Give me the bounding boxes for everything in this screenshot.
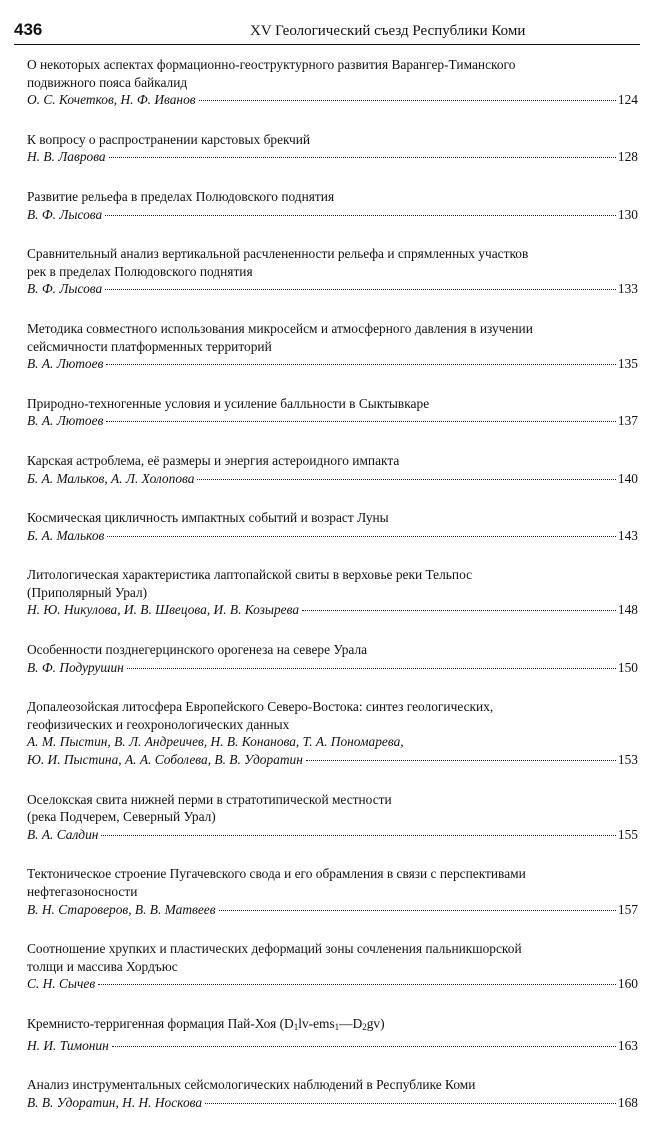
author-line [27, 470, 638, 488]
entry-title: Допалеозойская литосфера Европейского Северо-Востока: синтез геологических, [27, 699, 494, 715]
entry-page: 143 [617, 527, 638, 543]
entry-page: 168 [617, 1094, 638, 1110]
author-line [27, 355, 638, 373]
entry-title: Тектоническое строение Пугачевского свода и его обрамления в связи с перспективами [27, 866, 526, 882]
author-line [27, 1037, 638, 1055]
dot-leader [306, 760, 616, 761]
entry-title: сейсмичности платформенных территорий [27, 338, 272, 354]
toc-entry[interactable] [27, 698, 638, 768]
toc-entry[interactable] [27, 791, 638, 844]
toc-entry[interactable] [27, 509, 638, 544]
entry-page: 157 [617, 901, 638, 917]
entry-authors: А. М. Пыстин, В. Л. Андреичев, Н. В. Конанова, Т. А. Пономарева, [27, 734, 404, 750]
dot-leader [112, 1046, 616, 1047]
entry-authors: В. А. Лютоев [27, 413, 104, 429]
page-number: 436 [14, 20, 43, 39]
entry-title: подвижного пояса байкалид [27, 74, 188, 90]
toc-entry[interactable] [27, 1076, 638, 1111]
author-line [27, 412, 638, 430]
author-line [27, 148, 638, 166]
toc-entry[interactable] [27, 641, 638, 676]
entry-authors: В. А. Лютоев [27, 356, 104, 372]
entry-authors: Б. А. Мальков, А. Л. Холопова [27, 470, 195, 486]
entry-title: геофизических и геохронологических данных [27, 716, 290, 732]
entry-authors: Ю. И. Пыстина, А. А. Соболева, В. В. Удоратин [27, 752, 303, 768]
entry-page: 160 [617, 976, 638, 992]
dot-leader [101, 835, 615, 836]
entry-page: 137 [617, 413, 638, 429]
entry-authors: В. Ф. Лысова [27, 206, 103, 222]
entry-authors: В. Н. Староверов, В. В. Матвеев [27, 901, 216, 917]
toc-entry[interactable] [27, 188, 638, 223]
toc-entry[interactable] [27, 320, 638, 373]
entry-page: 140 [617, 470, 638, 486]
author-line [27, 751, 638, 769]
entry-title: (река Подчерем, Северный Урал) [27, 809, 216, 825]
entry-title: Соотношение хрупких и пластических деформаций зоны сочленения пальникшорской [27, 941, 522, 957]
dot-leader [302, 610, 616, 611]
dot-leader [109, 157, 616, 158]
entry-title: Оселокская свита нижней перми в стратотипической местности [27, 791, 392, 807]
author-line [27, 206, 638, 224]
entry-title: Методика совместного использования микросейсм и атмосферного давления в изучении [27, 320, 533, 336]
toc-entry[interactable] [27, 566, 638, 619]
running-title: XV Геологический съезд Республики Коми [250, 23, 526, 39]
dot-leader [197, 479, 615, 480]
author-line [27, 901, 638, 919]
entry-authors: В. Ф. Лысова [27, 281, 103, 297]
entry-page: 128 [617, 149, 638, 165]
author-line [27, 601, 638, 619]
entry-authors: Б. А. Мальков [27, 527, 105, 543]
entry-authors: Н. В. Лаврова [27, 149, 106, 165]
entry-title: Развитие рельефа в пределах Полюдовского поднятия [27, 188, 335, 204]
entry-authors: С. Н. Сычев [27, 976, 96, 992]
entry-title: Природно-техногенные условия и усиление балльности в Сыктывкаре [27, 395, 430, 411]
dot-leader [106, 364, 616, 365]
entry-page: 135 [617, 356, 638, 372]
dot-leader [105, 215, 616, 216]
author-line [27, 280, 638, 298]
entry-title: Особенности позднегерцинского орогенеза на севере Урала [27, 642, 368, 658]
entry-authors: Н. И. Тимонин [27, 1037, 109, 1053]
toc-entry[interactable] [27, 940, 638, 993]
dot-leader [107, 536, 616, 537]
entry-authors: В. Ф. Подурушин [27, 659, 124, 675]
author-line [27, 975, 638, 993]
entry-title: О некоторых аспектах формационно-геоструктурного развития Варангер-Тиманского [27, 57, 516, 72]
entry-page: 153 [617, 752, 638, 768]
toc-entry[interactable] [27, 452, 638, 487]
toc-entry[interactable] [27, 865, 638, 918]
entry-authors: О. С. Кочетков, Н. Ф. Иванов [27, 92, 196, 108]
entry-authors: В. А. Салдин [27, 826, 99, 842]
toc-entry[interactable] [27, 131, 638, 166]
entry-page: 155 [617, 826, 638, 842]
entry-title: Карская астроблема, её размеры и энергия астероидного импакта [27, 452, 400, 468]
entry-title: (Приполярный Урал) [27, 584, 148, 600]
entry-authors: Н. Ю. Никулова, И. В. Швецова, И. В. Козырева [27, 602, 300, 618]
toc-entry[interactable] [27, 1015, 638, 1054]
entry-title: Сравнительный анализ вертикальной расчлененности рельефа и спрямленных участков [27, 246, 529, 262]
author-line [27, 1094, 638, 1112]
entry-authors: В. В. Удоратин, Н. Н. Носкова [27, 1094, 203, 1110]
dot-leader [105, 289, 616, 290]
dot-leader [199, 100, 616, 101]
entry-title: Литологическая характеристика лаптопайской свиты в верховье реки Тельпос [27, 567, 473, 583]
dot-leader [127, 668, 616, 669]
entry-title: Анализ инструментальных сейсмологических наблюдений в Республике Коми [27, 1077, 476, 1093]
toc-entry[interactable] [27, 245, 638, 298]
entry-title: Кремнисто-терригенная формация Пай-Хоя $(D_1lv-ems_1—D_2gv)$ [27, 1015, 385, 1032]
dot-leader [205, 1103, 616, 1104]
toc-entry[interactable] [27, 56, 638, 109]
entry-title: К вопросу о распространении карстовых брекчий [27, 131, 311, 147]
entry-page: 124 [617, 92, 638, 108]
page-header [14, 18, 640, 45]
table-of-contents [27, 56, 638, 1133]
author-line [27, 91, 638, 109]
entry-page: 150 [617, 659, 638, 675]
entry-title: нефтегазоносности [27, 884, 138, 899]
author-line [27, 527, 638, 545]
entry-title: Космическая цикличность импактных событий и возраст Луны [27, 510, 389, 526]
dot-leader [219, 910, 616, 911]
author-line [27, 826, 638, 844]
entry-page: 133 [617, 281, 638, 297]
toc-entry[interactable] [27, 395, 638, 430]
entry-page: 148 [617, 602, 638, 618]
entry-page: 130 [617, 206, 638, 222]
dot-leader [106, 421, 616, 422]
entry-title: рек в пределах Полюдовского поднятия [27, 263, 253, 279]
entry-title: толщи и массива Хордъюс [27, 958, 178, 974]
entry-page: 163 [617, 1037, 638, 1053]
author-line [27, 659, 638, 677]
dot-leader [98, 984, 616, 985]
